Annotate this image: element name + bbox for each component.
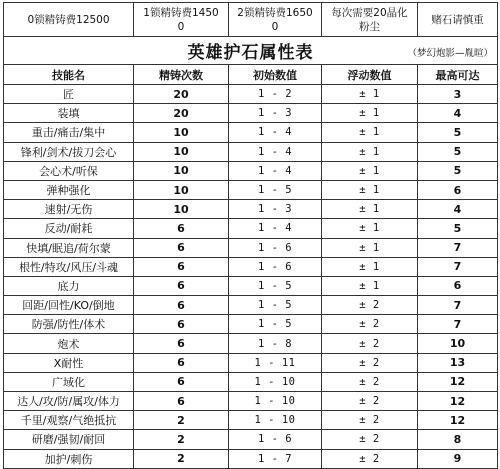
count-cell: 20 xyxy=(134,104,229,123)
initial-value-cell: 1 - 4 xyxy=(229,161,322,180)
skill-cell: 防强/防性/体术 xyxy=(4,315,134,334)
note-cell-3: 每次需要20晶化 粉尘 xyxy=(322,3,418,37)
notes-row xyxy=(4,3,498,37)
max-value-cell: 3 xyxy=(418,85,498,104)
table-row xyxy=(4,180,498,199)
count-cell: 6 xyxy=(134,276,229,295)
note-cell-4: 赌石请慎重 xyxy=(418,3,498,37)
initial-value-cell: 1 - 5 xyxy=(229,276,322,295)
count-cell: 6 xyxy=(134,238,229,257)
column-header-count: 精铸次数 xyxy=(134,65,229,85)
initial-value-cell: 1 - 8 xyxy=(229,334,322,353)
max-value-cell: 5 xyxy=(418,123,498,142)
count-cell: 2 xyxy=(134,449,229,468)
skill-cell: 广域化 xyxy=(4,372,134,391)
max-value-cell: 12 xyxy=(418,411,498,430)
table-title: 英雄护石属性表 xyxy=(187,43,314,63)
float-value-cell: ± 1 xyxy=(322,142,418,161)
count-cell: 2 xyxy=(134,411,229,430)
initial-value-cell: 1 - 4 xyxy=(229,142,322,161)
skill-cell: 根性/特攻/风压/斗魂 xyxy=(4,257,134,276)
table-row xyxy=(4,392,498,411)
table-row xyxy=(4,142,498,161)
table-row xyxy=(4,200,498,219)
float-value-cell: ± 1 xyxy=(322,200,418,219)
float-value-cell: ± 1 xyxy=(322,219,418,238)
initial-value-cell: 1 - 5 xyxy=(229,296,322,315)
skill-cell: 匠 xyxy=(4,85,134,104)
initial-value-cell: 1 - 4 xyxy=(229,219,322,238)
column-header-initial: 初始数值 xyxy=(229,65,322,85)
max-value-cell: 7 xyxy=(418,315,498,334)
max-value-cell: 10 xyxy=(418,334,498,353)
float-value-cell: ± 2 xyxy=(322,334,418,353)
skill-cell: 重击/痛击/集中 xyxy=(4,123,134,142)
float-value-cell: ± 2 xyxy=(322,296,418,315)
initial-value-cell: 1 - 6 xyxy=(229,257,322,276)
skill-cell: 底力 xyxy=(4,276,134,295)
max-value-cell: 4 xyxy=(418,200,498,219)
skill-cell: 反动/耐耗 xyxy=(4,219,134,238)
max-value-cell: 12 xyxy=(418,392,498,411)
count-cell: 10 xyxy=(134,123,229,142)
max-value-cell: 7 xyxy=(418,238,498,257)
skill-cell: 快填/眠追/荷尔蒙 xyxy=(4,238,134,257)
float-value-cell: ± 1 xyxy=(322,180,418,199)
skill-cell: 达人/攻/防/属攻/体力 xyxy=(4,392,134,411)
count-cell: 6 xyxy=(134,392,229,411)
skill-cell: 锋利/剑术/拔刀会心 xyxy=(4,142,134,161)
max-value-cell: 13 xyxy=(418,353,498,372)
skill-cell: 弹种强化 xyxy=(4,180,134,199)
table-row xyxy=(4,104,498,123)
float-value-cell: ± 1 xyxy=(322,85,418,104)
title-row xyxy=(4,37,498,65)
float-value-cell: ± 2 xyxy=(322,353,418,372)
initial-value-cell: 1 - 10 xyxy=(229,392,322,411)
float-value-cell: ± 2 xyxy=(322,430,418,449)
float-value-cell: ± 1 xyxy=(322,104,418,123)
count-cell: 6 xyxy=(134,372,229,391)
table-row xyxy=(4,85,498,104)
skill-cell: 会心术/听保 xyxy=(4,161,134,180)
note-cell-1: 1锁精铸费1450 0 xyxy=(134,3,229,37)
table-row xyxy=(4,257,498,276)
max-value-cell: 12 xyxy=(418,372,498,391)
column-header-float: 浮动数值 xyxy=(322,65,418,85)
table-row xyxy=(4,372,498,391)
count-cell: 6 xyxy=(134,353,229,372)
title-cell xyxy=(4,37,498,65)
skill-cell: 研磨/强韧/耐回 xyxy=(4,430,134,449)
skill-cell: X耐性 xyxy=(4,353,134,372)
max-value-cell: 7 xyxy=(418,296,498,315)
initial-value-cell: 1 - 10 xyxy=(229,411,322,430)
stone-attribute-table xyxy=(3,2,498,469)
count-cell: 10 xyxy=(134,142,229,161)
table-row xyxy=(4,296,498,315)
count-cell: 10 xyxy=(134,200,229,219)
max-value-cell: 5 xyxy=(418,161,498,180)
count-cell: 6 xyxy=(134,219,229,238)
count-cell: 6 xyxy=(134,334,229,353)
initial-value-cell: 1 - 5 xyxy=(229,180,322,199)
table-row xyxy=(4,238,498,257)
float-value-cell: ± 1 xyxy=(322,238,418,257)
skill-cell: 千里/观察/气绝抵抗 xyxy=(4,411,134,430)
float-value-cell: ± 2 xyxy=(322,411,418,430)
count-cell: 20 xyxy=(134,85,229,104)
float-value-cell: ± 2 xyxy=(322,449,418,468)
count-cell: 10 xyxy=(134,161,229,180)
count-cell: 6 xyxy=(134,257,229,276)
float-value-cell: ± 1 xyxy=(322,123,418,142)
table-row xyxy=(4,161,498,180)
header-row xyxy=(4,65,498,85)
initial-value-cell: 1 - 7 xyxy=(229,449,322,468)
skill-cell: 装填 xyxy=(4,104,134,123)
float-value-cell: ± 2 xyxy=(322,372,418,391)
max-value-cell: 5 xyxy=(418,219,498,238)
max-value-cell: 9 xyxy=(418,449,498,468)
table-row xyxy=(4,334,498,353)
skill-cell: 加护/刺伤 xyxy=(4,449,134,468)
float-value-cell: ± 1 xyxy=(322,276,418,295)
float-value-cell: ± 2 xyxy=(322,315,418,334)
initial-value-cell: 1 - 2 xyxy=(229,85,322,104)
note-cell-0: 0锁精铸费12500 xyxy=(4,3,134,37)
skill-cell: 回距/回性/KO/倒地 xyxy=(4,296,134,315)
initial-value-cell: 1 - 6 xyxy=(229,430,322,449)
note-cell-2: 2锁精铸费1650 0 xyxy=(229,3,322,37)
table-row xyxy=(4,276,498,295)
float-value-cell: ± 1 xyxy=(322,257,418,276)
initial-value-cell: 1 - 6 xyxy=(229,238,322,257)
table-row xyxy=(4,430,498,449)
count-cell: 6 xyxy=(134,296,229,315)
column-header-max: 最高可达 xyxy=(418,65,498,85)
initial-value-cell: 1 - 4 xyxy=(229,123,322,142)
table-row xyxy=(4,353,498,372)
count-cell: 2 xyxy=(134,430,229,449)
initial-value-cell: 1 - 3 xyxy=(229,104,322,123)
count-cell: 10 xyxy=(134,180,229,199)
table-row xyxy=(4,315,498,334)
count-cell: 6 xyxy=(134,315,229,334)
table-row xyxy=(4,411,498,430)
max-value-cell: 6 xyxy=(418,276,498,295)
table-row xyxy=(4,123,498,142)
float-value-cell: ± 1 xyxy=(322,161,418,180)
skill-cell: 炮术 xyxy=(4,334,134,353)
initial-value-cell: 1 - 3 xyxy=(229,200,322,219)
max-value-cell: 8 xyxy=(418,430,498,449)
table-row xyxy=(4,449,498,468)
initial-value-cell: 1 - 5 xyxy=(229,315,322,334)
table-row xyxy=(4,219,498,238)
max-value-cell: 6 xyxy=(418,180,498,199)
initial-value-cell: 1 - 10 xyxy=(229,372,322,391)
column-header-skill: 技能名 xyxy=(4,65,134,85)
initial-value-cell: 1 - 11 xyxy=(229,353,322,372)
skill-cell: 速射/无伤 xyxy=(4,200,134,219)
table-subtitle: （梦幻炮影—胤暄） xyxy=(407,48,493,59)
max-value-cell: 4 xyxy=(418,104,498,123)
float-value-cell: ± 2 xyxy=(322,392,418,411)
max-value-cell: 5 xyxy=(418,142,498,161)
max-value-cell: 7 xyxy=(418,257,498,276)
